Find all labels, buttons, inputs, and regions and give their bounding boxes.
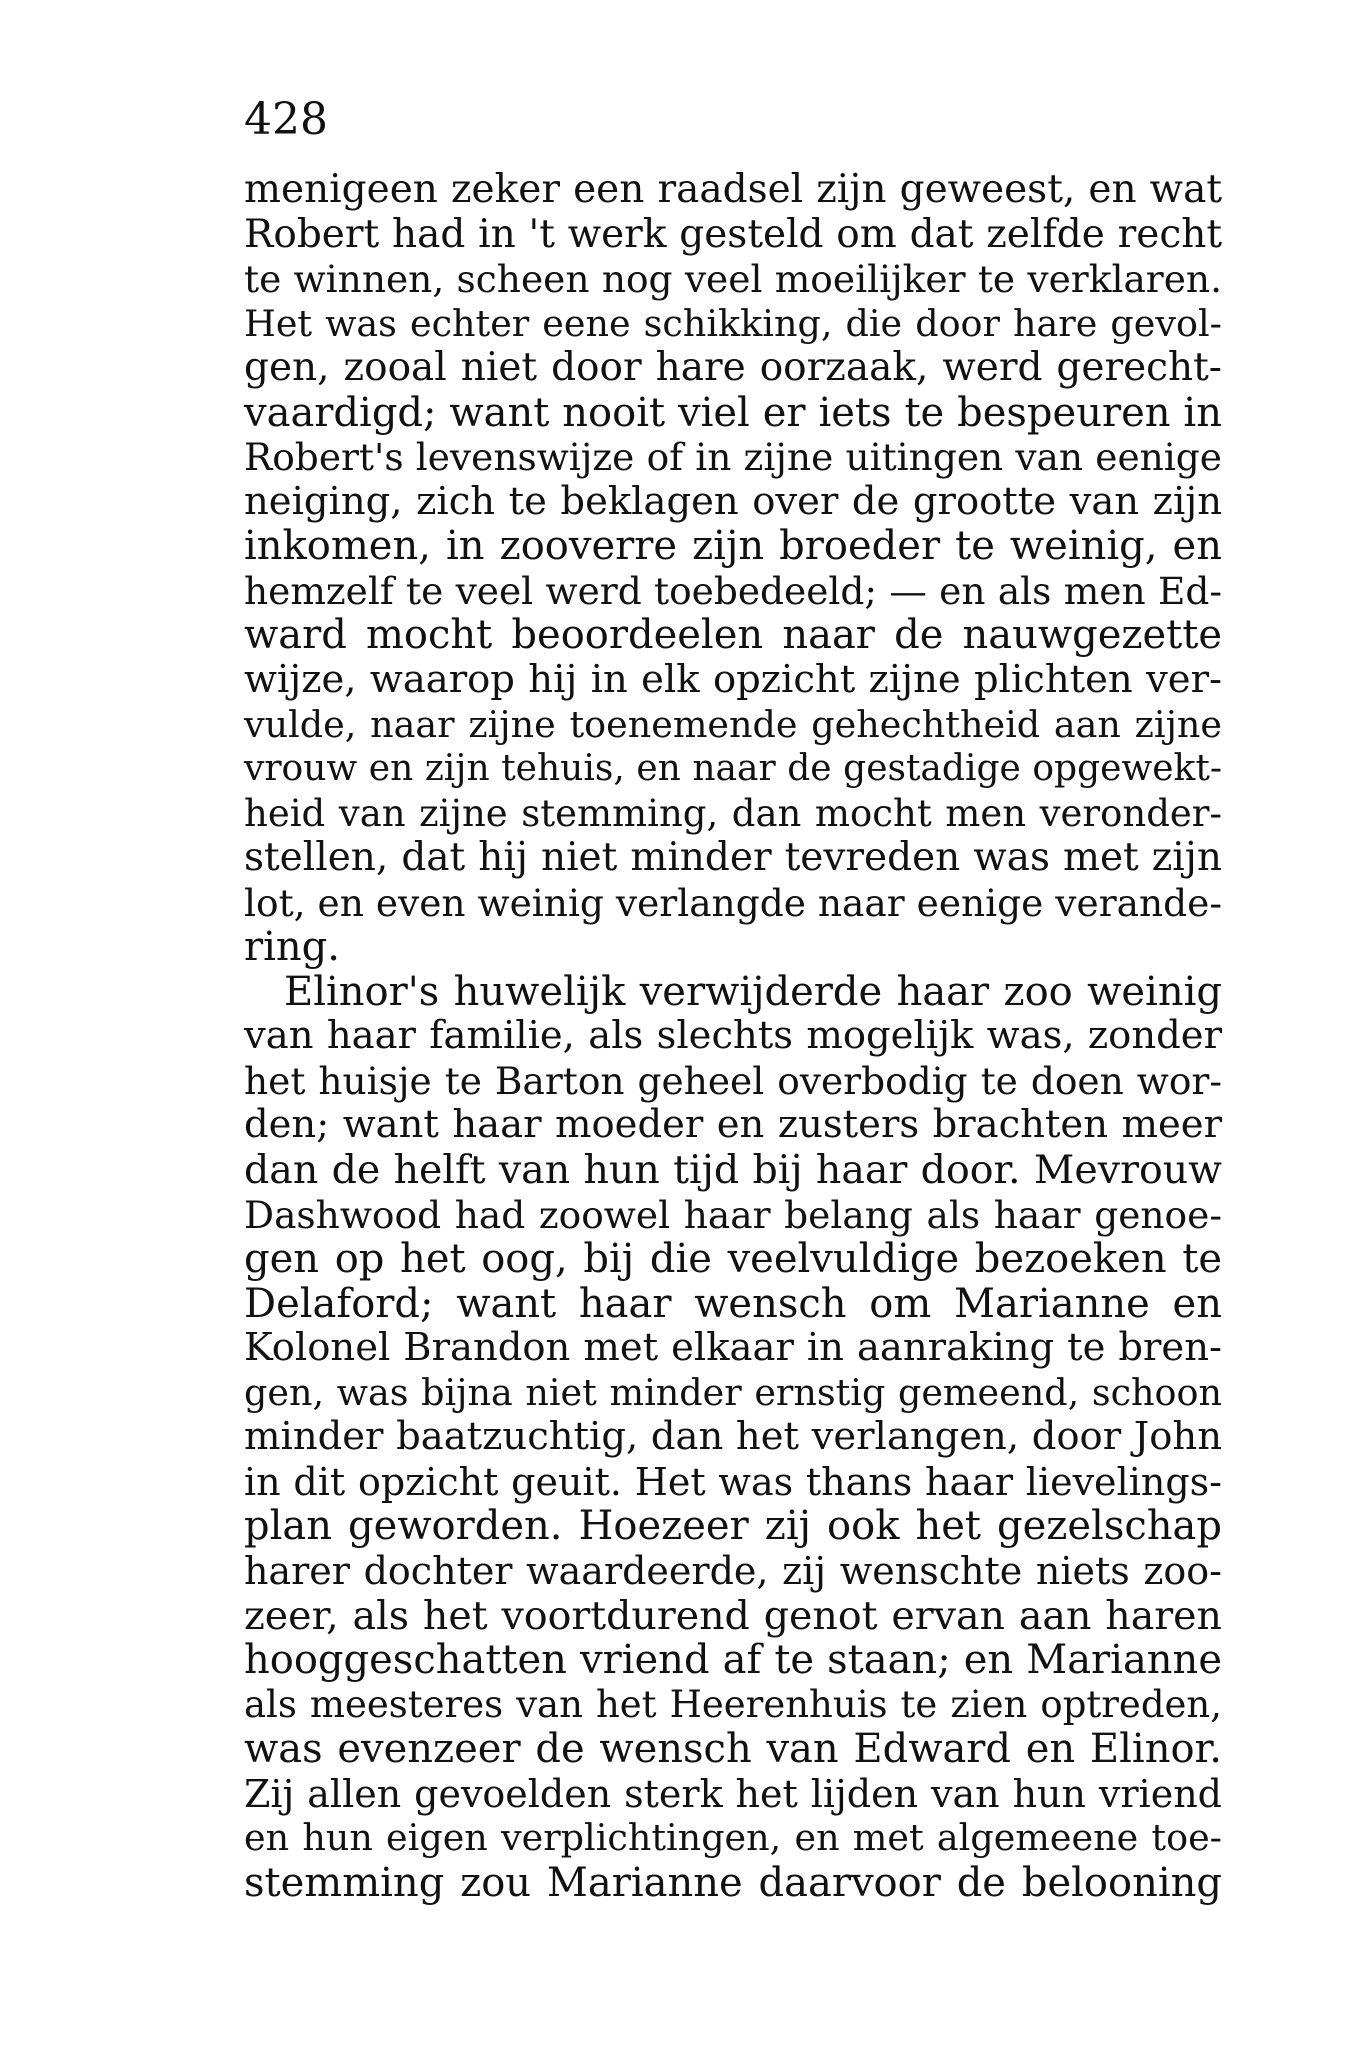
text-line: heid van zijne stemming, dan mocht men veronder-	[244, 791, 1222, 835]
text-line: was evenzeer de wensch van Edward en Elinor.	[244, 1726, 1222, 1773]
text-line: Dashwood had zoowel haar belang als haar genoe-	[244, 1192, 1222, 1237]
text-line: lot, en even weinig verlangde naar eenige verande-	[244, 880, 1222, 925]
text-line: gen op het oog, bij die veelvuldige bezoeken te	[244, 1236, 1222, 1283]
text-line: te winnen, scheen nog veel moeilijker te verklaren.	[244, 257, 1222, 302]
text-line: zeer, als het voortdurend genot ervan aan haren	[244, 1592, 1222, 1639]
text-line: dan de helft van hun tijd bij haar door. Mevrouw	[244, 1147, 1222, 1194]
text-line: wijze, waarop hij in elk opzicht zijne plichten ver-	[244, 657, 1222, 703]
text-line: Zij allen gevoelden sterk het lijden van hun vriend	[244, 1771, 1222, 1816]
text-line: Robert's levenswijze of in zijne uitingen van eenige	[244, 435, 1222, 480]
text-line: in dit opzicht geuit. Het was thans haar lievelings-	[244, 1459, 1222, 1504]
page-number: 428	[244, 94, 328, 145]
text-line: harer dochter waardeerde, zij wenschte niets zoo-	[244, 1548, 1222, 1593]
text-line: minder baatzuchtig, dan het verlangen, door John	[244, 1414, 1222, 1460]
text-line: hemzelf te veel werd toebedeeld; — en als men Ed-	[244, 568, 1222, 613]
text-line: Het was echter eene schikking, die door hare gevol-	[244, 301, 1222, 345]
text-line: vrouw en zijn tehuis, en naar de gestadige opgewekt-	[244, 748, 1222, 790]
text-line: hooggeschatten vriend af te staan; en Marianne	[244, 1637, 1222, 1684]
text-line: als meesteres van het Heerenhuis te zien optreden,	[244, 1682, 1222, 1726]
text-line: neiging, zich te beklagen over de grootte van zijn	[244, 478, 1222, 524]
text-line: Robert had in 't werk gesteld om dat zelfde recht	[244, 211, 1222, 257]
text-line: van haar familie, als slechts mogelijk was, zonder	[244, 1013, 1222, 1059]
text-line: Elinor's huwelijk verwijderde haar zoo weinig	[284, 968, 1222, 1015]
text-line: vulde, naar zijne toenemende gehechtheid aan zijne	[244, 702, 1222, 746]
text-line: en hun eigen verplichtingen, en met algemeene toe-	[244, 1816, 1222, 1860]
text-line: den; want haar moeder en zusters brachten meer	[244, 1102, 1222, 1148]
text-line: stemming zou Marianne daarvoor de belooning	[244, 1859, 1222, 1906]
text-line: vaardigd; want nooit viel er iets te bespeuren in	[244, 389, 1222, 436]
text-line: stellen, dat hij niet minder tevreden was met zijn	[244, 835, 1222, 881]
body-text	[244, 168, 1222, 1905]
text-line: Kolonel Brandon met elkaar in aanraking te bren-	[244, 1325, 1222, 1371]
text-line: gen, zooal niet door hare oorzaak, werd gerecht-	[244, 345, 1222, 391]
text-line: inkomen, in zooverre zijn broeder te weinig, en	[244, 523, 1222, 570]
text-line: gen, was bijna niet minder ernstig gemeend, schoon	[244, 1370, 1222, 1414]
text-line: plan geworden. Hoezeer zij ook het gezelschap	[244, 1503, 1222, 1550]
text-line: menigeen zeker een raadsel zijn geweest, en wat	[244, 167, 1222, 212]
text-line: Delaford; want haar wensch om Marianne en	[244, 1280, 1222, 1327]
text-line: ward mocht beoordeelen naar de nauwgezette	[244, 612, 1222, 659]
text-line: ring.	[244, 924, 340, 971]
text-line: het huisje te Barton geheel overbodig te doen wor-	[244, 1058, 1222, 1103]
